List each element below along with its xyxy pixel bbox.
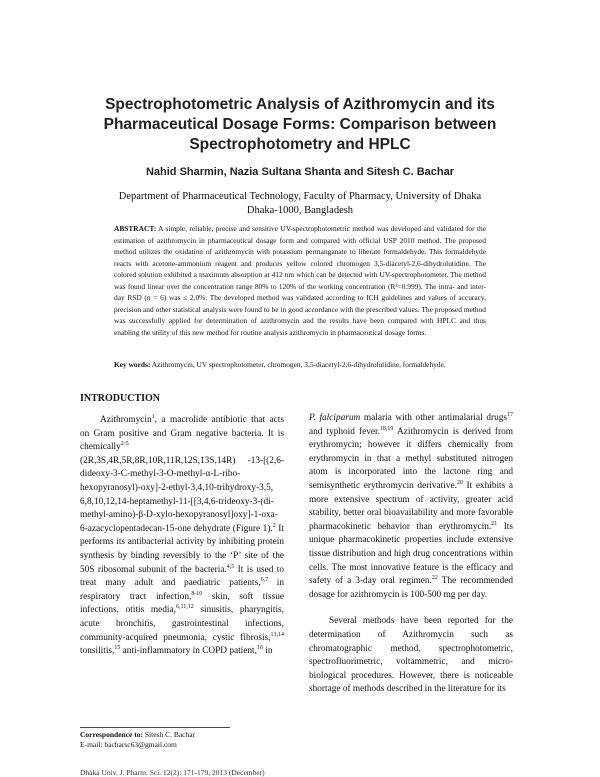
correspondence-line [80,730,195,740]
text-run: Azithromycin [100,415,152,425]
citation: 2-5 [120,441,129,448]
correspondence-email: E-mail: bacharsc63@gmail.com [80,740,177,749]
right-column [309,412,513,697]
abstract [114,223,486,338]
text-run: , a macrolide antibiotic that acts on Gram positive and Gram negative bacteria. It is chemically [80,415,284,453]
text-run: in [262,646,273,657]
citation: 20 [456,479,463,486]
text-run: tonsilitis, [80,646,115,657]
citation: 17 [507,411,513,418]
citation: 4,5 [226,563,235,570]
text-run: It exhibits a more extensive spectrum of activity, greater acid stability, better oral bioavailability and more favorable pharmacokinetic behavior than erythromycin. [309,480,513,532]
section-heading-introduction: INTRODUCTION [80,393,161,404]
citation: 22 [431,575,438,582]
footnote-divider [80,727,230,728]
citation: 6,11,12 [175,604,194,611]
text-run: in respiratory tract infection, [80,578,284,602]
journal-footer: Dhaka Univ. J. Pharm. Sci. 12(2): 171-179, 2013 (December) [80,768,265,777]
intro-paragraph-1 [80,414,284,659]
correspondence-name: Sitesh C. Bachar [144,730,196,739]
paper-title: Spectrophotometric Analysis of Azithromycin and its Pharmaceutical Dosage Forms: Comparison between Spectrophotometry and HPLC [103,96,497,153]
text-run: It performs its antibacterial activity by inhibiting protein synthesis by binding reversibly to the ‘P’ site of the 50S ribosomal subunit of the bacteria. [80,523,284,575]
text-run: Azithromycin is derived from erythromycin; however it differs chemically from erythromycin in that a methyl substituted nitrogen atom is incorporated into the lactone ring and semisynthetic erythromycin derivative. [309,426,513,491]
species-name: P. falciparum [309,413,361,423]
citation: 2 [272,522,276,529]
intro-paragraph-2: Several methods have been reported for the determination of Azithromycin such as chromatographic method, spectrophotometric, spectrofluorimetric, voltammetric, and micro-biological procedures. However, there is noticeable shortage of methods described in the literature for its [309,616,513,695]
intro-paragraph-1-continued [309,412,513,602]
text-run: malaria with other antimalarial drugs [360,413,507,423]
keywords [114,359,486,370]
author-list: Nahid Sharmin, Nazia Sultana Shanta and Sitesh C. Bachar [145,166,455,178]
citation: 8-10 [191,590,203,597]
citation: 13,14 [270,631,284,638]
affiliation: Department of Pharmaceutical Technology, Faculty of Pharmacy, University of Dhaka Dhaka-1000, Bangladesh [118,191,482,216]
citation: 1 [151,413,155,420]
correspondence-label: Correspondence to: [80,730,143,739]
text-run: and typhoid fever. [309,426,380,437]
text-run: The recommended dosage for azithromycin is 100-500 mg per day. [309,576,513,600]
left-column [80,414,284,659]
keywords-text: Azithromycin, UV spectrophotometer, chromogen, 3,5-diacetyl-2,6-dihydrolutidine, formaldehyde. [151,360,446,369]
citation: 21 [491,520,498,527]
text-run: skin, soft tissue infections, otitis media, [80,591,284,616]
text-run: anti-inflammatory in COPD patient, [120,646,257,657]
text-run: Its unique pharmacokinetic properties include extensive tissue distribution and high drug concentrations within cells. The most innovative feature is the efficacy and safety of a 3-day oral regimen. [309,521,513,587]
keywords-label: Key words: [114,360,151,369]
abstract-label: ABSTRACT: [114,224,157,233]
text-run: (2R,3S,4R,5R,8R,10R,11R,12S,13S,14R) -13-[(2,6-dideoxy-3-C-methyl-3-O-methyl-α-L-ribo-hexopyranosyl)-oxy]-2-ethyl-3,4,10-trihydroxy-3,5, 6,8,10,12,14-heptamethyl-11-[[3,4,6-trideoxy-3-(di-methyl-amino)-β-D-xylo-hexopyranosyl]oxy]-1-oxa-6-azacyclopentadecan-15-one dehydrate (Figure 1). [80,455,284,534]
abstract-text: A simple, reliable, precise and sensitive UV-spectrophotometric method was developed and validated for the estimation of azithromycin in pharmaceutical dosage form and compared with official USP 2010 method. The proposed method utilizes the oxidation of azithromycin with potassium permanganate to liberate formaldehyde. This formaldehyde reacts with acetone-ammonium reagent and produces yellow colored chromogen 3,5-diacetyl-2,6-dihydrolutidine. The colored solution exhibited a maximum absorption at 412 nm which can be detected with UV-spectrophotometer. The method was found linear over the concentration range 80% to 120% of the working concentration (R²=0.999). The intra- and inter-day RSD (n = 6) was ≤ 2.0%. The developed method was validated according to ICH guidelines and values of accuracy, precision and other statistical analysis were found to be in good accordance with the prescribed values. The proposed method was successfully applied for determination of azithromycin and the results have been compared with HPLC and thus enabling the utility of this new method for routine analysis azithromycin in pharmaceutical dosage forms. [114,224,486,337]
text-run: sinusitis, pharyngitis, acute bronchitis, gastrointestinal infections, community-acquired pneumonia, cystic fibrosis, [80,605,284,643]
citation: 6,7 [260,577,269,584]
citation: 15 [114,645,121,651]
correspondence-note [80,730,195,750]
citation: 16 [256,645,263,651]
citation: 18,19 [379,425,394,432]
text-run: It is used to treat many adult and paediatric patients, [80,564,284,589]
